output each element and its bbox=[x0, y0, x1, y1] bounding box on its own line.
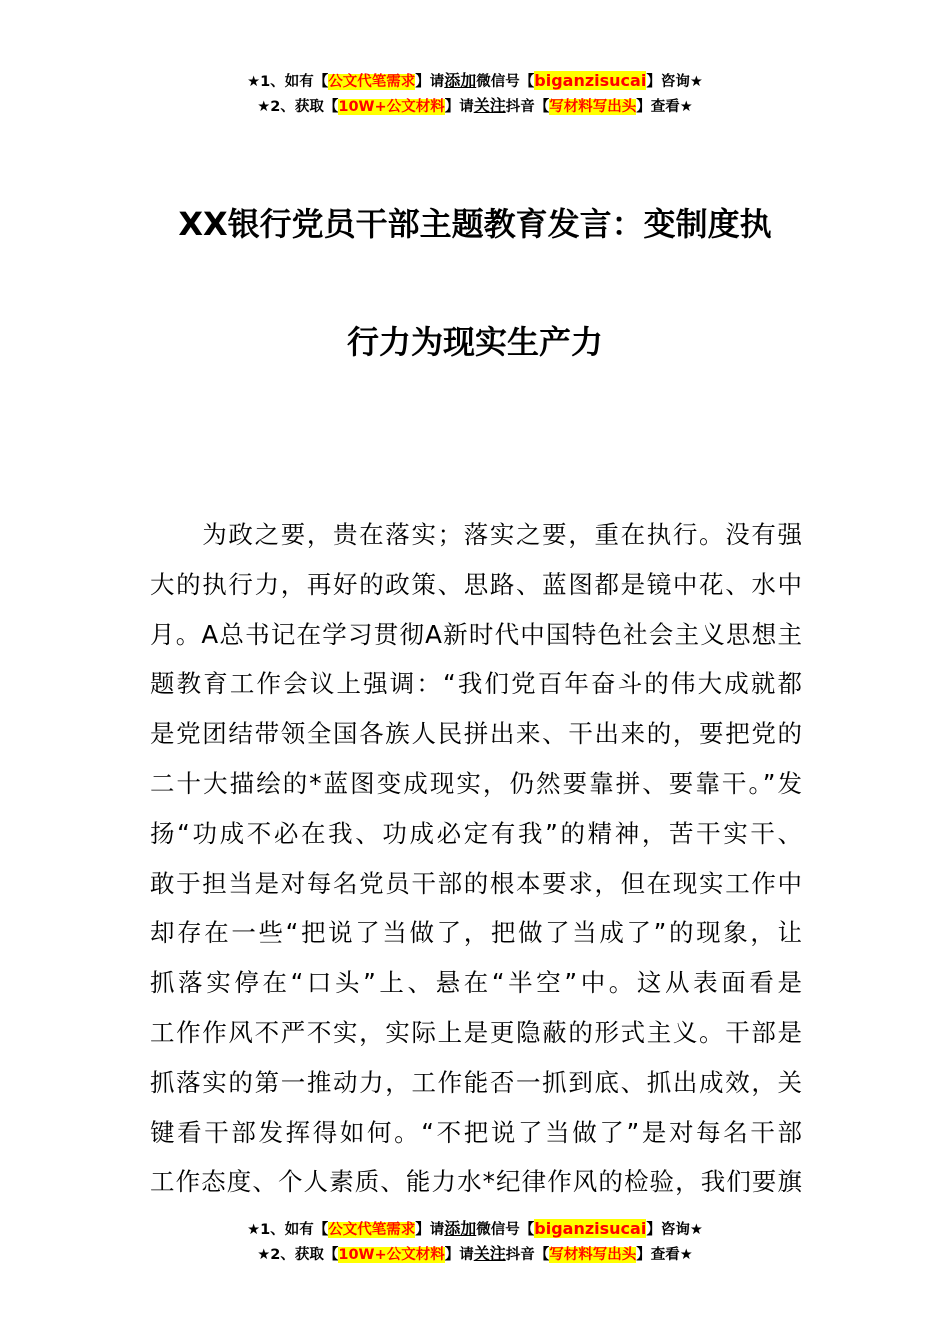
body-line: 却存在一些“把说了当做了，把做了当成了”的现象，让 bbox=[150, 918, 802, 948]
body-line: 工作作风不严不实，实际上是更隐蔽的形式主义。干部是 bbox=[150, 1017, 802, 1047]
banner-text: 】请 bbox=[415, 1222, 445, 1238]
banner-text: 】查看★ bbox=[636, 1247, 693, 1263]
body-line: 工作态度、个人素质、能力水*纪律作风的检验，我们要旗 bbox=[150, 1167, 802, 1197]
document-body bbox=[150, 510, 802, 1207]
banner-text: 】请 bbox=[444, 1247, 474, 1263]
banner-text: 抖音【 bbox=[505, 1247, 550, 1263]
banner-line-2 bbox=[0, 94, 950, 119]
banner-highlight: 公文代笔需求 bbox=[328, 1222, 416, 1238]
banner-text: ★1、如有【 bbox=[247, 1222, 329, 1238]
body-line: 抓落实的第一推动力，工作能否一抓到底、抓出成效，关 bbox=[150, 1067, 802, 1097]
body-line: 抓落实停在“口头”上、悬在“半空”中。这从表面看是 bbox=[150, 968, 802, 998]
body-line: 键看干部发挥得如何。“不把说了当做了”是对每名干部 bbox=[150, 1117, 802, 1147]
banner-text: 】请 bbox=[415, 74, 445, 90]
banner-line-1 bbox=[0, 1217, 950, 1242]
banner-text: ★2、获取【 bbox=[257, 99, 339, 115]
banner-highlight: 10W+公文材料 bbox=[338, 99, 445, 115]
banner-underline: 关注 bbox=[473, 96, 506, 115]
banner-text: ★1、如有【 bbox=[247, 74, 329, 90]
body-line: 二十大描绘的*蓝图变成现实，仍然要靠拼、要靠干。”发 bbox=[150, 768, 802, 798]
banner-line-2 bbox=[0, 1242, 950, 1267]
banner-line-1 bbox=[0, 69, 950, 94]
document-title-line-1: XX银行党员干部主题教育发言：变制度执 bbox=[178, 205, 772, 243]
banner-highlight: 10W+公文材料 bbox=[338, 1247, 445, 1263]
body-line: 是党团结带领全国各族人民拼出来、干出来的，要把党的 bbox=[150, 719, 802, 749]
banner-text: 微信号【 bbox=[476, 74, 535, 90]
banner-text: 抖音【 bbox=[505, 99, 550, 115]
banner-text: 微信号【 bbox=[476, 1222, 535, 1238]
banner-text: ★2、获取【 bbox=[257, 1247, 339, 1263]
header-banner bbox=[0, 69, 950, 119]
banner-text: 】咨询★ bbox=[646, 74, 703, 90]
footer-banner bbox=[0, 1217, 950, 1267]
body-line: 月。A总书记在学习贯彻A新时代中国特色社会主义思想主 bbox=[150, 619, 802, 649]
document-title-line-2: 行力为现实生产力 bbox=[346, 323, 603, 361]
body-line: 敢于担当是对每名党员干部的根本要求，但在现实工作中 bbox=[150, 868, 802, 898]
body-line: 为政之要，贵在落实；落实之要，重在执行。没有强 bbox=[150, 520, 802, 549]
banner-highlight: 写材料写出头 bbox=[549, 1247, 637, 1263]
banner-highlight: biganzisucai bbox=[534, 71, 647, 90]
body-line: 扬“功成不必在我、功成必定有我”的精神，苦干实干、 bbox=[150, 818, 802, 848]
banner-underline: 添加 bbox=[444, 71, 477, 90]
banner-text: 】查看★ bbox=[636, 99, 693, 115]
banner-text: 】咨询★ bbox=[646, 1222, 703, 1238]
banner-text: 】请 bbox=[444, 99, 474, 115]
body-line: 大的执行力，再好的政策、思路、蓝图都是镜中花、水中 bbox=[150, 569, 802, 599]
banner-highlight: biganzisucai bbox=[534, 1219, 647, 1238]
banner-highlight: 写材料写出头 bbox=[549, 99, 637, 115]
banner-highlight: 公文代笔需求 bbox=[328, 74, 416, 90]
banner-underline: 关注 bbox=[473, 1244, 506, 1263]
body-line: 题教育工作会议上强调：“我们党百年奋斗的伟大成就都 bbox=[150, 669, 802, 699]
banner-underline: 添加 bbox=[444, 1219, 477, 1238]
